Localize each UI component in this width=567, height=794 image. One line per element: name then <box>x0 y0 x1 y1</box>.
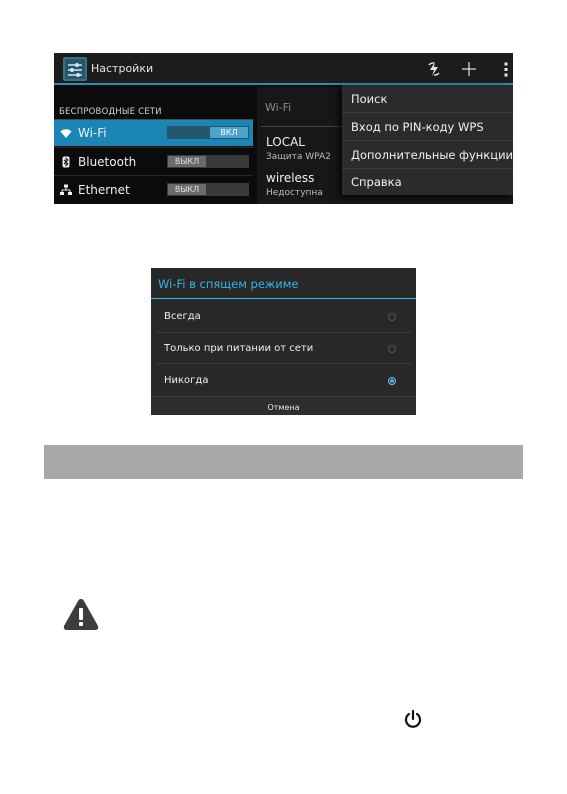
sleep-policy-dialog <box>151 268 416 415</box>
settings-row-ethernet[interactable] <box>54 177 253 203</box>
menu-divider <box>342 168 513 169</box>
cancel-button[interactable] <box>151 396 416 415</box>
settings-row-label: Wi-Fi <box>78 126 107 140</box>
network-status: Защита WPA2 <box>266 152 331 162</box>
settings-app-icon[interactable] <box>62 56 88 82</box>
option-charging-only[interactable] <box>151 333 416 364</box>
ethernet-toggle[interactable] <box>167 183 249 196</box>
section-heading-bar <box>44 445 523 479</box>
radio-button[interactable] <box>388 345 396 353</box>
menu-item-wps-pin[interactable]: Вход по PIN-коду WPS <box>351 120 484 134</box>
network-name: LOCAL <box>266 135 305 149</box>
settings-row-label: Bluetooth <box>78 155 137 169</box>
sync-icon[interactable] <box>426 61 442 77</box>
warning-icon <box>62 597 100 632</box>
pane-header: Wi-Fi <box>265 101 292 114</box>
add-icon[interactable] <box>461 61 477 77</box>
menu-item-advanced[interactable]: Дополнительные функции <box>351 148 513 162</box>
power-icon <box>403 709 423 729</box>
app-title: Настройки <box>91 62 154 75</box>
toggle-state: ВЫКЛ <box>168 156 206 167</box>
overflow-menu <box>342 85 513 195</box>
option-label: Никогда <box>164 375 209 386</box>
radio-button-selected[interactable] <box>388 377 396 385</box>
row-divider <box>54 147 253 148</box>
settings-row-wifi[interactable] <box>54 120 253 146</box>
option-never[interactable] <box>151 365 416 396</box>
dialog-title-divider <box>151 298 416 299</box>
radio-button[interactable] <box>388 313 396 321</box>
menu-divider <box>342 140 513 141</box>
wifi-icon <box>60 127 72 139</box>
settings-row-label: Ethernet <box>78 183 130 197</box>
bluetooth-toggle[interactable] <box>167 155 249 168</box>
option-label: Всегда <box>164 311 201 322</box>
dialog-title: Wi-Fi в спящем режиме <box>158 277 299 291</box>
settings-screenshot <box>54 53 513 204</box>
settings-row-bluetooth[interactable] <box>54 149 253 175</box>
ethernet-icon <box>60 184 72 196</box>
option-always[interactable] <box>151 301 416 332</box>
menu-item-search[interactable]: Поиск <box>351 92 388 106</box>
toggle-state: ВЫКЛ <box>168 184 206 195</box>
network-name: wireless <box>266 171 315 185</box>
overflow-menu-icon[interactable] <box>504 62 508 77</box>
option-label: Только при питании от сети <box>164 343 314 354</box>
menu-divider <box>342 112 513 113</box>
row-divider <box>54 175 253 176</box>
action-bar <box>54 53 513 85</box>
toggle-state: ВКЛ <box>210 127 248 138</box>
cancel-label: Отмена <box>267 403 300 412</box>
wifi-toggle[interactable] <box>167 126 249 139</box>
network-status: Недоступна <box>266 188 323 198</box>
option-divider <box>156 363 411 364</box>
menu-item-help[interactable]: Справка <box>351 175 402 189</box>
section-header: БЕСПРОВОДНЫЕ СЕТИ <box>59 107 162 117</box>
pane-divider <box>261 126 351 127</box>
bluetooth-icon <box>60 156 72 168</box>
